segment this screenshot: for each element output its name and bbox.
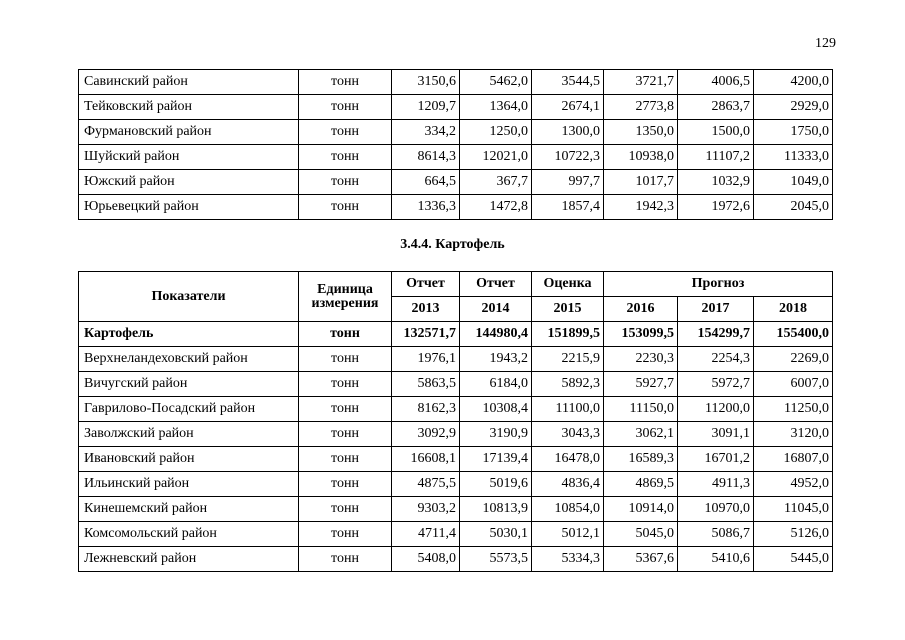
- row-value: 16589,3: [604, 447, 678, 472]
- row-value: 3043,3: [532, 422, 604, 447]
- row-value: 10813,9: [460, 497, 532, 522]
- row-value: 16478,0: [532, 447, 604, 472]
- row-value: 5334,3: [532, 547, 604, 572]
- row-value: 6184,0: [460, 372, 532, 397]
- row-name: Ильинский район: [79, 472, 299, 497]
- row-value: 1049,0: [754, 170, 833, 195]
- row-value: 3092,9: [392, 422, 460, 447]
- row-unit: тонн: [299, 397, 392, 422]
- row-value: 2215,9: [532, 347, 604, 372]
- row-value: 1857,4: [532, 195, 604, 220]
- table-row: [79, 347, 833, 372]
- row-value: 5972,7: [678, 372, 754, 397]
- row-name: Тейковский район: [79, 95, 299, 120]
- row-value: 11150,0: [604, 397, 678, 422]
- row-value: 367,7: [460, 170, 532, 195]
- row-value: 2863,7: [678, 95, 754, 120]
- row-value: 5462,0: [460, 70, 532, 95]
- row-value: 334,2: [392, 120, 460, 145]
- table-row: [79, 170, 833, 195]
- row-value: 3544,5: [532, 70, 604, 95]
- row-value: 5445,0: [754, 547, 833, 572]
- row-value: 1976,1: [392, 347, 460, 372]
- row-value: 132571,7: [392, 322, 460, 347]
- row-value: 1017,7: [604, 170, 678, 195]
- row-unit: тонн: [299, 497, 392, 522]
- table-row: [79, 145, 833, 170]
- row-value: 664,5: [392, 170, 460, 195]
- row-value: 144980,4: [460, 322, 532, 347]
- table-row: [79, 372, 833, 397]
- row-value: 16701,2: [678, 447, 754, 472]
- row-value: 10722,3: [532, 145, 604, 170]
- row-value: 5126,0: [754, 522, 833, 547]
- header-year: 2013: [392, 297, 460, 322]
- table-row: [79, 322, 833, 347]
- row-value: 2230,3: [604, 347, 678, 372]
- row-value: 2929,0: [754, 95, 833, 120]
- row-name: Верхнеландеховский район: [79, 347, 299, 372]
- row-value: 1942,3: [604, 195, 678, 220]
- row-value: 155400,0: [754, 322, 833, 347]
- row-value: 11333,0: [754, 145, 833, 170]
- row-value: 10970,0: [678, 497, 754, 522]
- row-unit: тонн: [299, 547, 392, 572]
- header-report-2013: Отчет: [392, 272, 460, 297]
- row-value: 5408,0: [392, 547, 460, 572]
- row-value: 4869,5: [604, 472, 678, 497]
- row-value: 6007,0: [754, 372, 833, 397]
- table-row: [79, 547, 833, 572]
- header-forecast: Прогноз: [604, 272, 833, 297]
- row-value: 4952,0: [754, 472, 833, 497]
- row-value: 1209,7: [392, 95, 460, 120]
- table-row: [79, 472, 833, 497]
- row-value: 2674,1: [532, 95, 604, 120]
- page-number: 129: [815, 36, 836, 51]
- row-value: 4911,3: [678, 472, 754, 497]
- row-unit: тонн: [299, 145, 392, 170]
- row-name: Заволжский район: [79, 422, 299, 447]
- row-value: 5927,7: [604, 372, 678, 397]
- row-value: 1472,8: [460, 195, 532, 220]
- row-value: 1750,0: [754, 120, 833, 145]
- row-value: 8162,3: [392, 397, 460, 422]
- row-name: Комсомольский район: [79, 522, 299, 547]
- row-value: 3721,7: [604, 70, 678, 95]
- header-year: 2016: [604, 297, 678, 322]
- row-value: 2254,3: [678, 347, 754, 372]
- row-value: 5045,0: [604, 522, 678, 547]
- header-year: 2017: [678, 297, 754, 322]
- row-name: Ивановский район: [79, 447, 299, 472]
- row-unit: тонн: [299, 447, 392, 472]
- header-estimate: Оценка: [532, 272, 604, 297]
- table-row: [79, 397, 833, 422]
- header-year: 2015: [532, 297, 604, 322]
- row-value: 3120,0: [754, 422, 833, 447]
- potato-table: [78, 271, 833, 572]
- row-value: 5863,5: [392, 372, 460, 397]
- header-report-2014: Отчет: [460, 272, 532, 297]
- row-value: 11045,0: [754, 497, 833, 522]
- header-row-1: [79, 272, 833, 297]
- row-value: 11250,0: [754, 397, 833, 422]
- table-row: [79, 522, 833, 547]
- row-value: 997,7: [532, 170, 604, 195]
- row-name: Юрьевецкий район: [79, 195, 299, 220]
- row-value: 1364,0: [460, 95, 532, 120]
- row-unit: тонн: [299, 170, 392, 195]
- row-value: 11100,0: [532, 397, 604, 422]
- row-unit: тонн: [299, 195, 392, 220]
- row-value: 3091,1: [678, 422, 754, 447]
- row-name: Кинешемский район: [79, 497, 299, 522]
- header-indicators: Показатели: [79, 272, 299, 322]
- row-name: Савинский район: [79, 70, 299, 95]
- row-name: Картофель: [79, 322, 299, 347]
- row-value: 154299,7: [678, 322, 754, 347]
- row-value: 5367,6: [604, 547, 678, 572]
- row-value: 17139,4: [460, 447, 532, 472]
- row-value: 153099,5: [604, 322, 678, 347]
- row-value: 5892,3: [532, 372, 604, 397]
- header-year: 2018: [754, 297, 833, 322]
- row-unit: тонн: [299, 422, 392, 447]
- table-row: [79, 422, 833, 447]
- table-row: [79, 95, 833, 120]
- row-value: 1972,6: [678, 195, 754, 220]
- row-name: Шуйский район: [79, 145, 299, 170]
- row-unit: тонн: [299, 95, 392, 120]
- continued-table: [78, 69, 833, 220]
- row-value: 10938,0: [604, 145, 678, 170]
- row-name: Гаврилово-Посадский район: [79, 397, 299, 422]
- row-value: 1336,3: [392, 195, 460, 220]
- row-name: Южский район: [79, 170, 299, 195]
- row-value: 5019,6: [460, 472, 532, 497]
- row-name: Фурмановский район: [79, 120, 299, 145]
- table-row: [79, 497, 833, 522]
- row-value: 5410,6: [678, 547, 754, 572]
- row-value: 5086,7: [678, 522, 754, 547]
- row-value: 8614,3: [392, 145, 460, 170]
- row-value: 1250,0: [460, 120, 532, 145]
- row-value: 3150,6: [392, 70, 460, 95]
- row-value: 9303,2: [392, 497, 460, 522]
- row-value: 1943,2: [460, 347, 532, 372]
- table-row: [79, 120, 833, 145]
- row-value: 4711,4: [392, 522, 460, 547]
- table-row: [79, 447, 833, 472]
- row-value: 5030,1: [460, 522, 532, 547]
- row-value: 4875,5: [392, 472, 460, 497]
- row-value: 2045,0: [754, 195, 833, 220]
- header-year: 2014: [460, 297, 532, 322]
- row-value: 10308,4: [460, 397, 532, 422]
- row-value: 2773,8: [604, 95, 678, 120]
- row-value: 12021,0: [460, 145, 532, 170]
- table-row: [79, 195, 833, 220]
- row-unit: тонн: [299, 70, 392, 95]
- row-value: 5012,1: [532, 522, 604, 547]
- row-value: 11200,0: [678, 397, 754, 422]
- header-unit: Единица измерения: [299, 272, 392, 322]
- row-value: 5573,5: [460, 547, 532, 572]
- row-unit: тонн: [299, 120, 392, 145]
- row-value: 1300,0: [532, 120, 604, 145]
- row-value: 3062,1: [604, 422, 678, 447]
- row-value: 16608,1: [392, 447, 460, 472]
- row-unit: тонн: [299, 347, 392, 372]
- row-value: 10854,0: [532, 497, 604, 522]
- row-value: 11107,2: [678, 145, 754, 170]
- row-unit: тонн: [299, 522, 392, 547]
- row-value: 16807,0: [754, 447, 833, 472]
- row-unit: тонн: [299, 372, 392, 397]
- table-row: [79, 70, 833, 95]
- row-value: 10914,0: [604, 497, 678, 522]
- row-value: 151899,5: [532, 322, 604, 347]
- row-name: Вичугский район: [79, 372, 299, 397]
- row-value: 1350,0: [604, 120, 678, 145]
- row-value: 4200,0: [754, 70, 833, 95]
- row-value: 1500,0: [678, 120, 754, 145]
- section-title: 3.4.4. Картофель: [400, 237, 505, 252]
- row-unit: тонн: [299, 472, 392, 497]
- row-value: 2269,0: [754, 347, 833, 372]
- row-value: 1032,9: [678, 170, 754, 195]
- row-value: 4836,4: [532, 472, 604, 497]
- row-value: 4006,5: [678, 70, 754, 95]
- row-value: 3190,9: [460, 422, 532, 447]
- row-unit: тонн: [299, 322, 392, 347]
- row-name: Лежневский район: [79, 547, 299, 572]
